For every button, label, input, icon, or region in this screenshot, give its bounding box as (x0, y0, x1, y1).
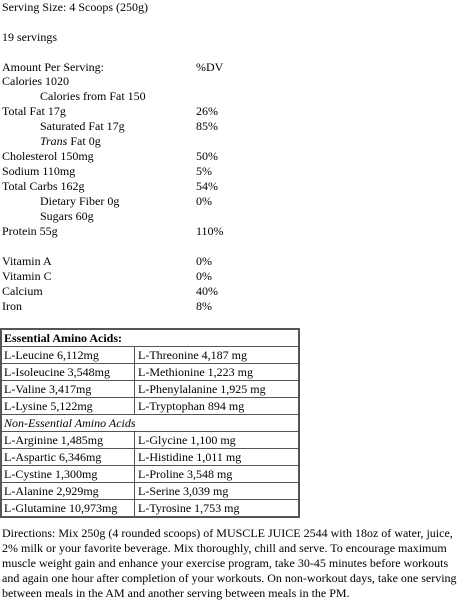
calcium: Calcium (2, 284, 43, 298)
nutrient-total-fat-dv: 26% (196, 104, 218, 118)
nutrient-cholesterol: Cholesterol 150mg (2, 149, 94, 163)
table-row (2, 380, 298, 397)
amino-cell: L-Phenylalanine 1,925 mg (134, 381, 298, 397)
amino-cell: L-Valine 3,417mg (4, 382, 92, 396)
amino-cell: L-Aspartic 6,346mg (4, 450, 102, 464)
vitamin-c: Vitamin C (2, 269, 52, 283)
nutrient-saturated-fat-dv: 85% (196, 119, 218, 133)
amino-cell: L-Tyrosine 1,753 mg (134, 500, 298, 516)
nutrient-total-fat: Total Fat 17g (2, 104, 66, 118)
nutrient-protein: Protein 55g (2, 224, 58, 238)
nutrient-dietary-fiber: Dietary Fiber 0g (40, 194, 120, 208)
amino-cell: L-Methionine 1,223 mg (134, 364, 298, 380)
nonessential-header-row (2, 414, 298, 431)
calories: Calories 1020 (2, 74, 69, 88)
nutrient-trans-fat (40, 134, 101, 149)
amino-cell: L-Threonine 4,187 mg (134, 347, 298, 363)
amino-acids-table (0, 328, 300, 518)
nutrient-sodium-dv: 5% (196, 164, 212, 178)
calories-from-fat: Calories from Fat 150 (40, 89, 146, 103)
serving-size: Serving Size: 4 Scoops (250g) (2, 0, 148, 14)
nutrient-total-carbs: Total Carbs 162g (2, 179, 85, 193)
iron: Iron (2, 299, 22, 313)
amino-cell: L-Lysine 5,122mg (4, 399, 93, 413)
table-row (2, 465, 298, 482)
table-row (2, 431, 298, 448)
directions-text: Directions: Mix 250g (4 rounded scoops) of MUSCLE JUICE 2544 with 18oz of water, juice, 2% milk or your favorite beverage. Mix thoroughly, chill and serve. To encourage maximum muscle weight gain and enhance your exercise program, take 30-45 minutes before workouts and again one hour after completion of your workouts. On non-workout days, take one serving between meals in the AM and another serving between meals in the PM. (2, 526, 457, 600)
amino-cell: L-Cystine 1,300mg (4, 467, 98, 481)
amino-cell: L-Serine 3,039 mg (134, 483, 298, 499)
nonessential-amino-title: Non-Essential Amino Acids (4, 416, 136, 430)
iron-dv: 8% (196, 299, 212, 313)
vitamin-a-dv: 0% (196, 254, 212, 268)
servings-count: 19 servings (2, 30, 57, 44)
amino-cell: L-Proline 3,548 mg (134, 466, 298, 482)
table-row (2, 482, 298, 499)
nutrient-cholesterol-dv: 50% (196, 149, 218, 163)
calcium-dv: 40% (196, 284, 218, 298)
nutrient-protein-dv: 110% (196, 224, 224, 238)
table-row (2, 499, 298, 516)
trans-fat-rest: Fat 0g (67, 134, 101, 148)
essential-amino-title: Essential Amino Acids: (4, 331, 123, 345)
nutrient-total-carbs-dv: 54% (196, 179, 218, 193)
vitamin-a: Vitamin A (2, 254, 52, 268)
table-row (2, 363, 298, 380)
amino-cell: L-Glutamine 10,973mg (4, 501, 118, 515)
trans-fat-word: Trans (40, 134, 68, 148)
nutrient-dietary-fiber-dv: 0% (196, 194, 212, 208)
amino-cell: L-Histidine 1,011 mg (134, 449, 298, 465)
table-row (2, 448, 298, 465)
table-row (2, 397, 298, 414)
nutrient-sodium: Sodium 110mg (2, 164, 76, 178)
vitamin-c-dv: 0% (196, 269, 212, 283)
amount-per-serving-label: Amount Per Serving: (2, 60, 104, 74)
amino-cell: L-Leucine 6,112mg (4, 348, 99, 362)
table-row (2, 346, 298, 363)
dv-header: %DV (196, 60, 224, 74)
nutrient-saturated-fat: Saturated Fat 17g (40, 119, 125, 133)
amino-cell: L-Arginine 1,485mg (4, 433, 104, 447)
amino-cell: L-Isoleucine 3,548mg (4, 365, 110, 379)
essential-header-row (2, 330, 298, 346)
amino-cell: L-Alanine 2,929mg (4, 484, 99, 498)
nutrient-sugars: Sugars 60g (40, 209, 94, 223)
amino-cell: L-Glycine 1,100 mg (134, 432, 298, 448)
amino-cell: L-Tryptophan 894 mg (134, 398, 298, 414)
